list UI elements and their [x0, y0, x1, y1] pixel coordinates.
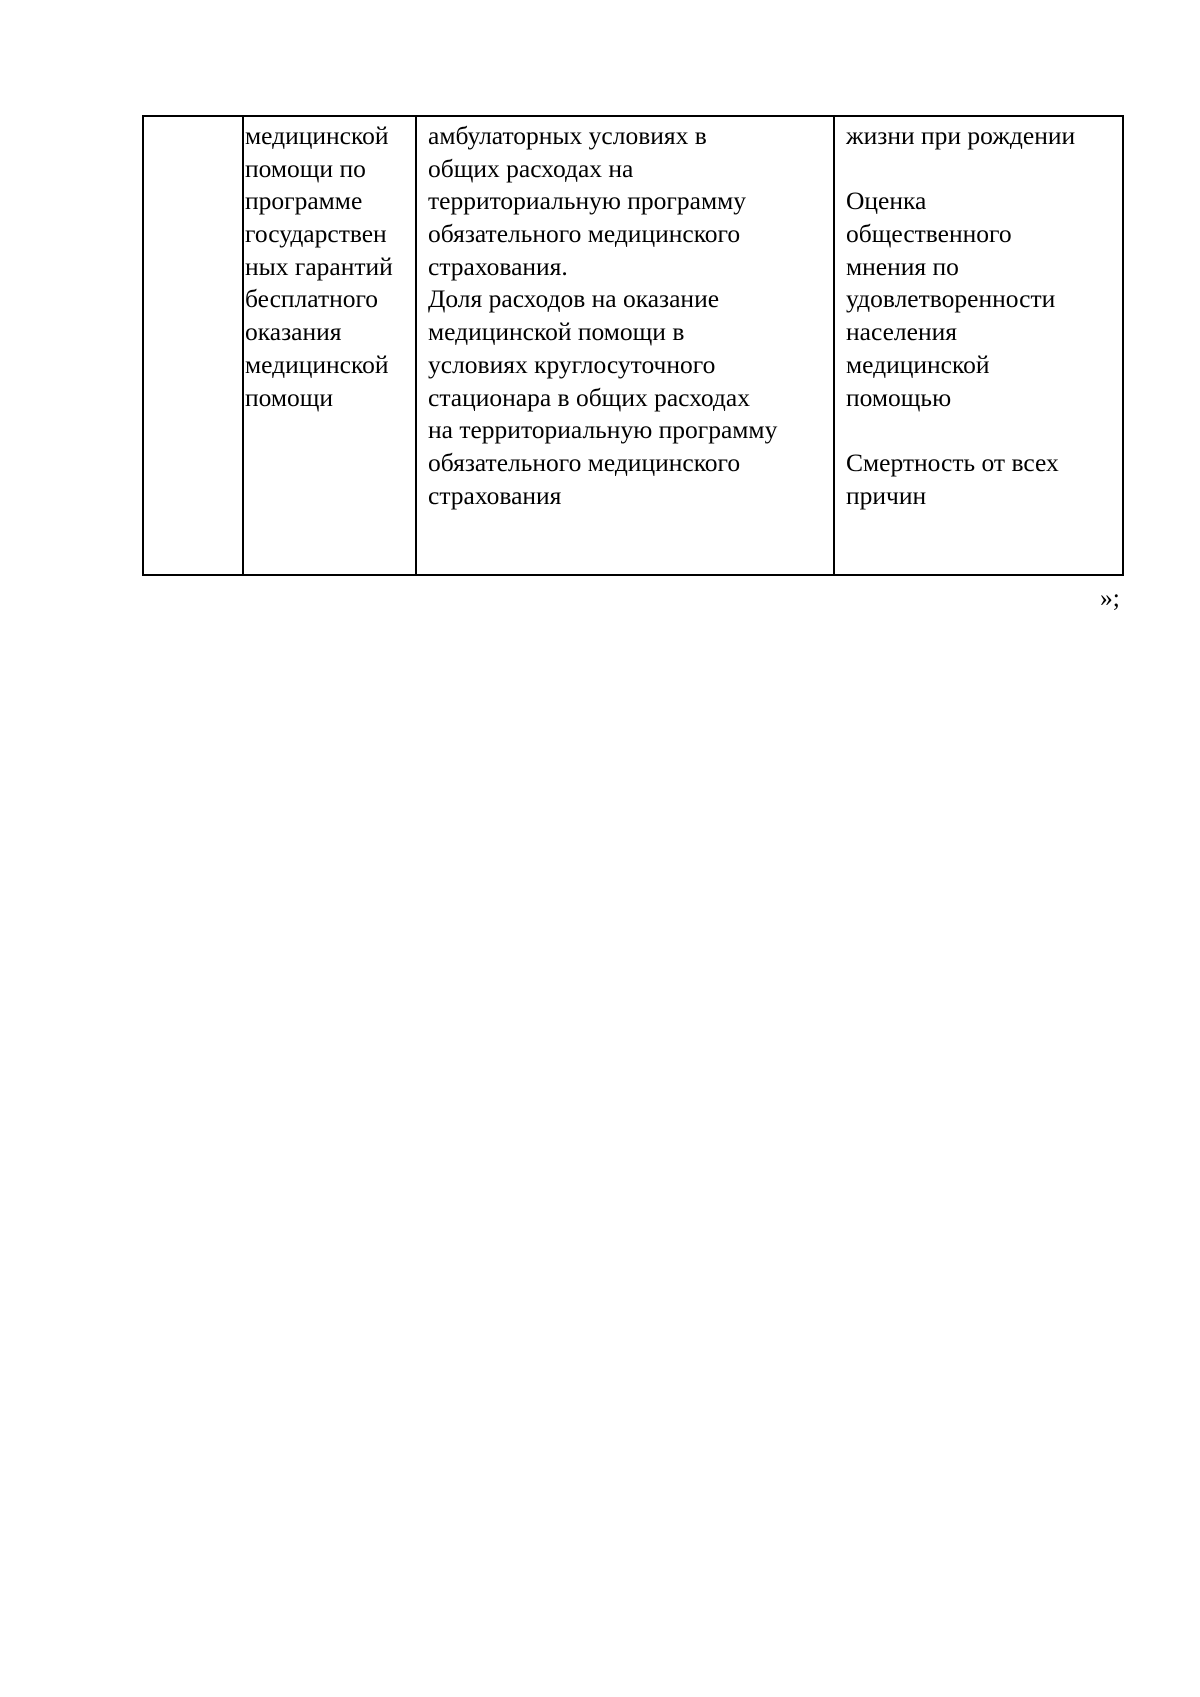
document-table: [142, 115, 1124, 576]
cell-text-line: условиях круглосуточного: [428, 349, 716, 379]
cell-text-line: [846, 153, 1122, 186]
cell-text-line: медицинской помощи в: [428, 317, 685, 347]
closing-quote-mark: »;: [1100, 583, 1120, 612]
table-cell-col4: [834, 116, 1123, 575]
cell-text-line: общественного: [846, 219, 1012, 249]
cell-text-line: бесплатного: [245, 284, 379, 314]
cell-text-line: медицинской: [846, 349, 990, 379]
cell-text-line: амбулаторных условиях в: [428, 121, 707, 150]
cell-text-line: населения: [846, 317, 957, 347]
cell-text-line: мнения по: [846, 251, 959, 281]
cell-text-line: ных гарантий: [245, 251, 393, 281]
cell-text-line: на территориальную программу: [428, 415, 778, 445]
cell-text-line: жизни при рождении: [846, 121, 1076, 150]
cell-text-line: Смертность от всех: [846, 447, 1059, 477]
table-cell-col1: [143, 116, 243, 575]
cell-text-line: программе: [245, 186, 363, 216]
cell-text-line: помощью: [846, 382, 952, 412]
cell-text-line: Доля расходов на оказание: [428, 284, 720, 314]
table-row: [143, 116, 1123, 575]
cell-text-line: государствен: [245, 219, 387, 249]
cell-text-line: обязательного медицинского: [428, 219, 741, 249]
cell-text-line: причин: [846, 480, 927, 510]
cell-text-line: территориальную программу: [428, 186, 746, 216]
cell-text-line: общих расходах на: [428, 153, 634, 183]
cell-text-line: обязательного медицинского: [428, 447, 741, 477]
table-cell-col2: [243, 116, 416, 575]
cell-text-line: помощи по: [245, 153, 366, 183]
cell-text-line: помощи: [245, 382, 334, 412]
table-cell-col3: [416, 116, 834, 575]
cell-text-line: страхования: [428, 480, 562, 510]
cell-text-line: медицинской: [245, 121, 389, 150]
cell-text-line: Оценка: [846, 186, 927, 216]
cell-text-line: [846, 414, 1122, 447]
cell-text-line: стационара в общих расходах: [428, 382, 750, 412]
cell-text-line: оказания: [245, 317, 342, 347]
cell-text-line: страхования.: [428, 251, 568, 281]
cell-text-line: удовлетворенности: [846, 284, 1056, 314]
cell-text-line: медицинской: [245, 349, 389, 379]
